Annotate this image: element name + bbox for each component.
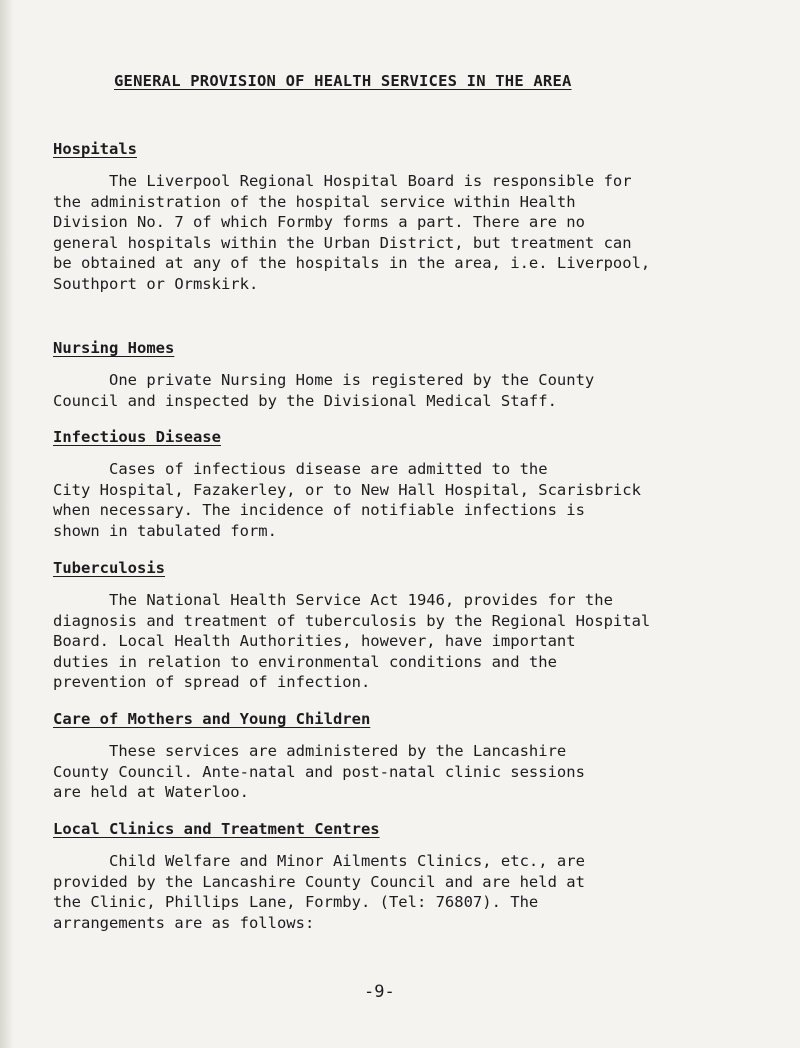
section-paragraph [53, 851, 773, 933]
section-heading: Nursing Homes [53, 339, 175, 357]
section-heading: Infectious Disease [53, 428, 221, 446]
paragraph-line: Child Welfare and Minor Ailments Clinics, etc., are [53, 852, 585, 870]
paragraph-line: provided by the Lancashire County Council and are held at [53, 872, 585, 891]
paragraph-line: shown in tabulated form. [53, 521, 277, 540]
section-hospitals [53, 140, 773, 294]
page-number: -9- [364, 982, 395, 1002]
paragraph-line: Cases of infectious disease are admitted to the [53, 460, 548, 478]
section-heading: Care of Mothers and Young Children [53, 710, 371, 728]
paragraph-line: The National Health Service Act 1946, provides for the [53, 591, 613, 609]
paragraph-line: general hospitals within the Urban District, but treatment can [53, 233, 632, 252]
section-heading: Tuberculosis [53, 559, 165, 577]
section-paragraph [53, 590, 773, 693]
section-infectious-disease [53, 428, 773, 541]
paragraph-line: diagnosis and treatment of tuberculosis by the Regional Hospital [53, 611, 651, 630]
paragraph-line: These services are administered by the Lancashire [53, 742, 567, 760]
section-tuberculosis [53, 559, 773, 693]
paragraph-line: Board. Local Health Authorities, however, have important [53, 632, 576, 650]
paragraph-line: The Liverpool Regional Hospital Board is responsible for [53, 172, 632, 190]
paragraph-line: arrangements are as follows: [53, 913, 315, 932]
paragraph-line: prevention of spread of infection. [53, 673, 371, 691]
paragraph-line: One private Nursing Home is registered by the County [53, 371, 595, 389]
paragraph-line: the administration of the hospital service within Health [53, 192, 576, 211]
section-paragraph [53, 741, 773, 803]
section-heading: Local Clinics and Treatment Centres [53, 820, 380, 838]
section-heading: Hospitals [53, 140, 137, 158]
paragraph-line: County Council. Ante-natal and post-natal clinic sessions [53, 762, 585, 781]
paragraph-line: Council and inspected by the Divisional Medical Staff. [53, 391, 557, 410]
page-binding-edge [0, 0, 14, 1048]
paragraph-line: Division No. 7 of which Formby forms a part. There are no [53, 213, 585, 231]
paragraph-line: be obtained at any of the hospitals in the area, i.e. Liverpool, [53, 254, 651, 272]
paragraph-line: Southport or Ormskirk. [53, 274, 259, 293]
paragraph-line: when necessary. The incidence of notifiable infections is [53, 501, 585, 519]
paragraph-line: duties in relation to environmental conditions and the [53, 652, 557, 671]
section-care-of-mothers [53, 710, 773, 803]
paragraph-line: are held at Waterloo. [53, 783, 249, 801]
section-paragraph [53, 370, 773, 411]
paragraph-line: City Hospital, Fazakerley, or to New Hall Hospital, Scarisbrick [53, 480, 641, 499]
section-local-clinics [53, 820, 773, 933]
document-title: GENERAL PROVISION OF HEALTH SERVICES IN THE AREA [114, 72, 572, 91]
section-paragraph [53, 171, 773, 294]
section-nursing-homes [53, 339, 773, 411]
section-paragraph [53, 459, 773, 541]
paragraph-line: the Clinic, Phillips Lane, Formby. (Tel: 76807). The [53, 893, 539, 911]
